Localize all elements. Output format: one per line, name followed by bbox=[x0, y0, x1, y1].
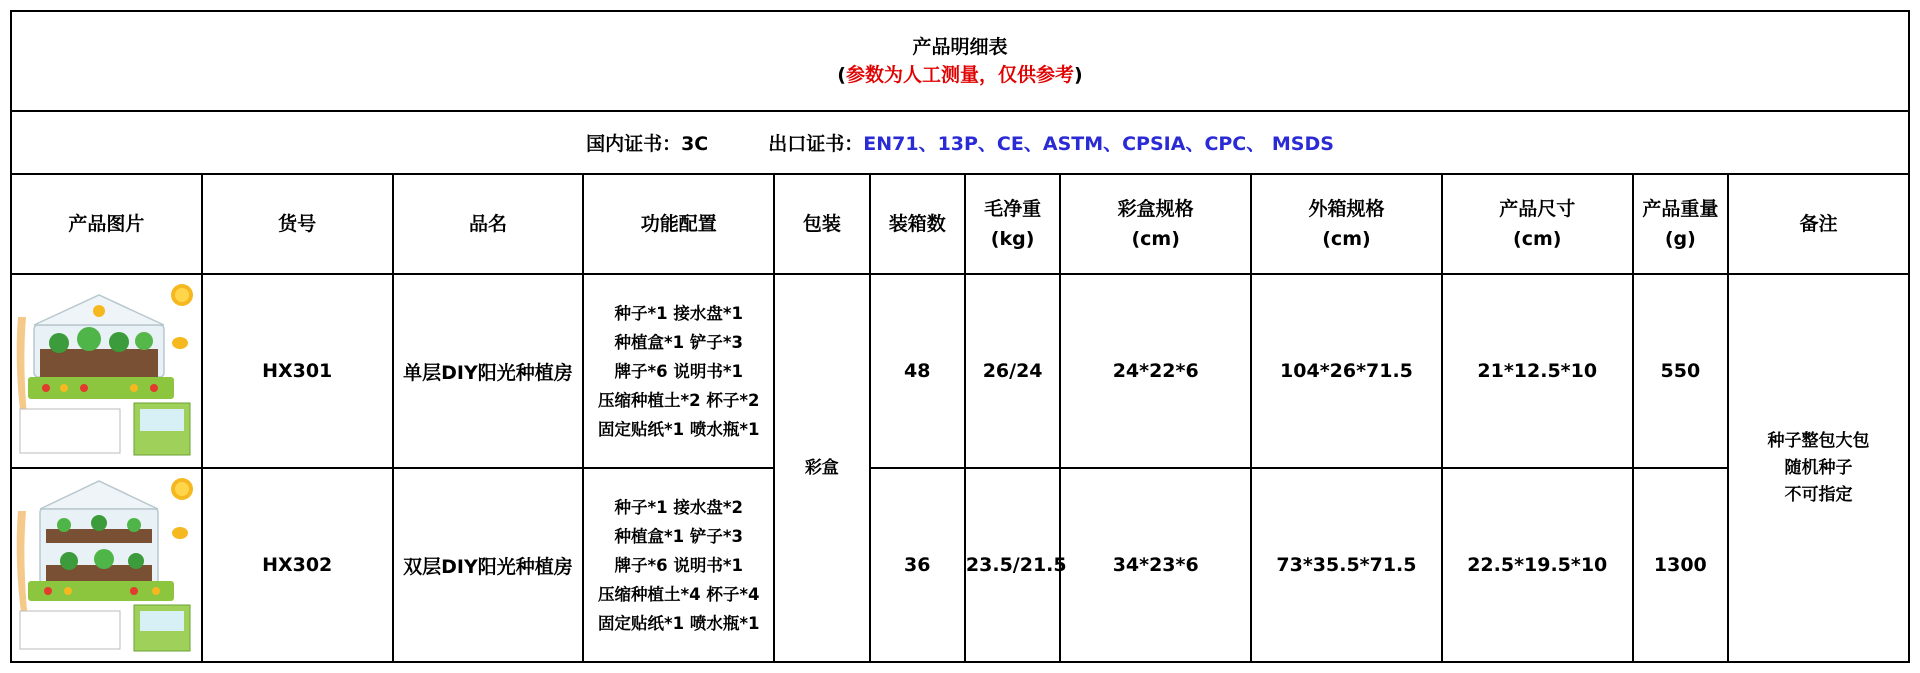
function-line: 固定贴纸*1 喷水瓶*1 bbox=[598, 419, 760, 439]
header-function: 功能配置 bbox=[583, 174, 774, 274]
header-carton-unit: (cm) bbox=[1322, 228, 1371, 250]
product-weight: 1300 bbox=[1633, 468, 1728, 662]
function-config bbox=[583, 468, 774, 662]
export-certificate-label: 出口证书： bbox=[768, 133, 864, 155]
export-certificate-values: EN71、13P、CE、ASTM、CPSIA、CPC、 MSDS bbox=[863, 133, 1334, 155]
carton-size: 73*35.5*71.5 bbox=[1251, 468, 1442, 662]
remark-line: 随机种子 bbox=[1784, 457, 1853, 478]
gross-net-weight: 26/24 bbox=[965, 274, 1060, 468]
table-subtitle bbox=[12, 61, 1908, 89]
header-weight bbox=[965, 174, 1060, 274]
remark-line: 种子整包大包 bbox=[1767, 430, 1870, 451]
header-color-box bbox=[1060, 174, 1251, 274]
header-item-no: 货号 bbox=[202, 174, 393, 274]
carton-qty: 48 bbox=[870, 274, 965, 468]
product-weight: 550 bbox=[1633, 274, 1728, 468]
table-title: 产品明细表 bbox=[912, 36, 1008, 58]
gross-net-weight: 23.5/21.5 bbox=[965, 468, 1060, 662]
function-line: 种子*1 接水盘*2 bbox=[614, 497, 743, 517]
function-line: 牌子*6 说明书*1 bbox=[614, 361, 743, 381]
header-carton-label: 外箱规格 bbox=[1308, 198, 1385, 220]
header-name: 品名 bbox=[393, 174, 584, 274]
domestic-certificate: 国内证书：3C bbox=[586, 133, 709, 155]
function-line: 压缩种植土*4 杯子*4 bbox=[598, 584, 760, 604]
carton-qty: 36 bbox=[870, 468, 965, 662]
header-color-box-label: 彩盒规格 bbox=[1117, 198, 1194, 220]
product-detail-sheet bbox=[10, 10, 1910, 663]
header-row bbox=[11, 174, 1909, 274]
color-box-size: 24*22*6 bbox=[1060, 274, 1251, 468]
header-remarks: 备注 bbox=[1728, 174, 1909, 274]
subtitle-note: 参数为人工测量，仅供参考 bbox=[845, 64, 1074, 86]
function-line: 固定贴纸*1 喷水瓶*1 bbox=[598, 613, 760, 633]
header-image: 产品图片 bbox=[11, 174, 202, 274]
product-name: 双层DIY阳光种植房 bbox=[393, 468, 584, 662]
header-product-size-label: 产品尺寸 bbox=[1499, 198, 1576, 220]
remarks-cell bbox=[1728, 274, 1909, 662]
packing-cell: 彩盒 bbox=[774, 274, 869, 662]
function-line: 牌子*6 说明书*1 bbox=[614, 555, 743, 575]
product-name: 单层DIY阳光种植房 bbox=[393, 274, 584, 468]
carton-size: 104*26*71.5 bbox=[1251, 274, 1442, 468]
function-line: 种植盒*1 铲子*3 bbox=[614, 332, 743, 352]
function-line: 种植盒*1 铲子*3 bbox=[614, 526, 743, 546]
subtitle-open-paren: ( bbox=[837, 64, 846, 86]
header-packing: 包装 bbox=[774, 174, 869, 274]
item-no: HX302 bbox=[202, 468, 393, 662]
header-carton bbox=[1251, 174, 1442, 274]
product-image-double-layer bbox=[14, 471, 198, 655]
table-row bbox=[11, 468, 1909, 662]
certificate-cell bbox=[11, 111, 1909, 174]
header-product-size-unit: (cm) bbox=[1513, 228, 1562, 250]
product-size: 21*12.5*10 bbox=[1442, 274, 1633, 468]
function-config bbox=[583, 274, 774, 468]
header-product-weight-label: 产品重量 bbox=[1642, 198, 1719, 220]
header-weight-label: 毛净重 bbox=[984, 198, 1042, 220]
header-qty: 装箱数 bbox=[870, 174, 965, 274]
header-color-box-unit: (cm) bbox=[1131, 228, 1180, 250]
product-table bbox=[10, 10, 1910, 663]
subtitle-close-paren: ) bbox=[1074, 64, 1083, 86]
product-size: 22.5*19.5*10 bbox=[1442, 468, 1633, 662]
function-line: 种子*1 接水盘*1 bbox=[614, 303, 743, 323]
header-product-weight bbox=[1633, 174, 1728, 274]
header-weight-unit: (kg) bbox=[990, 228, 1035, 250]
color-box-size: 34*23*6 bbox=[1060, 468, 1251, 662]
function-line: 压缩种植土*2 杯子*2 bbox=[598, 390, 760, 410]
header-product-weight-unit: (g) bbox=[1664, 228, 1696, 250]
product-image-single-layer bbox=[14, 277, 198, 461]
table-row bbox=[11, 274, 1909, 468]
product-image-cell bbox=[11, 274, 202, 468]
title-cell bbox=[11, 11, 1909, 111]
item-no: HX301 bbox=[202, 274, 393, 468]
product-image-cell bbox=[11, 468, 202, 662]
remark-line: 不可指定 bbox=[1784, 484, 1853, 505]
header-product-size bbox=[1442, 174, 1633, 274]
